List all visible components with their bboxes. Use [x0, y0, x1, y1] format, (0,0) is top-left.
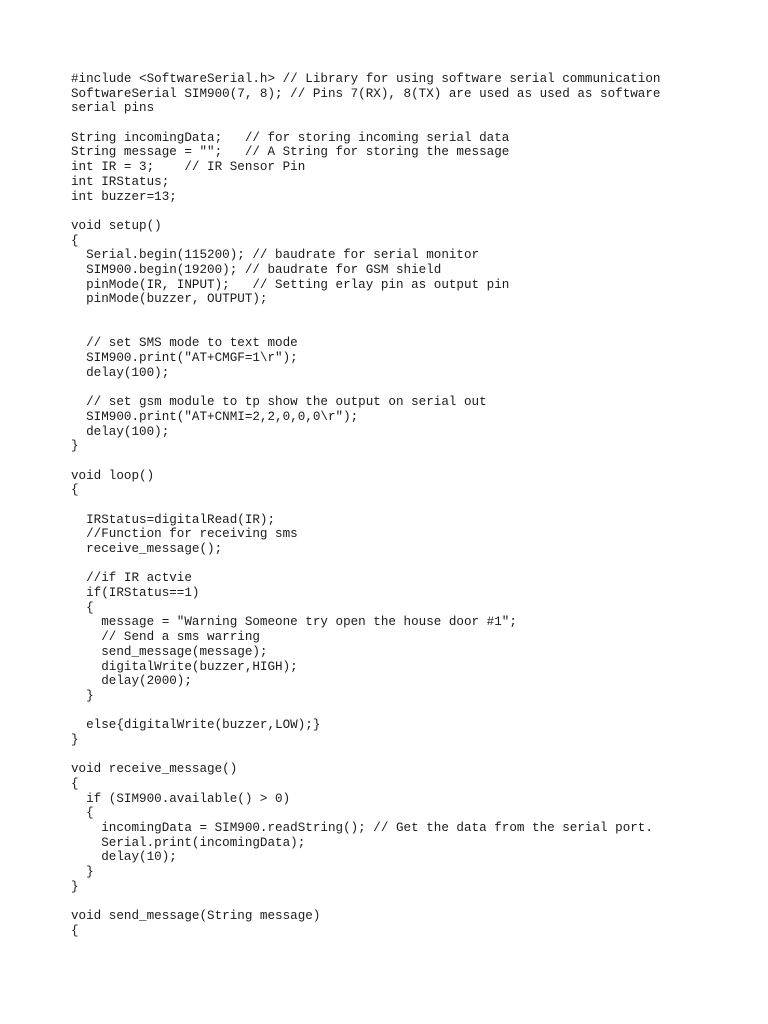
code-line: delay(100); — [71, 365, 170, 380]
code-line: // set gsm module to tp show the output on serial out — [71, 395, 487, 410]
code-line: int IRStatus; — [71, 174, 170, 189]
code-line: delay(100); — [71, 424, 170, 439]
code-line — [71, 307, 711, 322]
code-line — [71, 557, 711, 572]
code-line: } — [71, 732, 79, 747]
code-line — [71, 895, 711, 910]
code-line: SIM900.print("AT+CNMI=2,2,0,0,0\r"); — [71, 409, 359, 424]
code-line: { — [71, 777, 79, 791]
code-line — [71, 748, 711, 763]
code-line: String incomingData; // for storing incoming serial data — [71, 130, 510, 145]
code-line: } — [71, 439, 79, 454]
code-line: message = "Warning Someone try open the house door #1"; — [71, 615, 517, 630]
code-line: if(IRStatus==1) — [71, 586, 200, 601]
code-line — [71, 204, 711, 219]
code-line: { — [71, 483, 79, 498]
code-line: digitalWrite(buzzer,HIGH); — [71, 659, 298, 674]
code-line: Serial.begin(115200); // baudrate for serial monitor — [71, 248, 480, 263]
code-line: String message = ""; // A String for storing the message — [71, 145, 510, 160]
code-line: SIM900.print("AT+CMGF=1\r"); — [71, 351, 298, 366]
code-line: int buzzer=13; — [71, 189, 177, 204]
code-line: //Function for receiving sms — [71, 527, 298, 542]
code-line — [71, 498, 711, 513]
code-line: delay(10); — [71, 850, 177, 865]
code-line: pinMode(buzzer, OUTPUT); — [71, 292, 268, 307]
code-line: else{digitalWrite(buzzer,LOW);} — [71, 718, 321, 733]
code-line: void setup() — [71, 218, 162, 233]
code-line — [71, 116, 711, 131]
code-listing — [71, 72, 711, 939]
code-line: SIM900.begin(19200); // baudrate for GSM shield — [71, 262, 442, 277]
code-line: int IR = 3; // IR Sensor Pin — [71, 160, 306, 175]
code-line — [71, 454, 711, 469]
code-line: { — [71, 233, 79, 248]
code-line: // set SMS mode to text mode — [71, 336, 298, 351]
code-line: receive_message(); — [71, 542, 223, 556]
code-line: Serial.print(incomingData); — [71, 835, 306, 850]
code-line — [71, 322, 711, 337]
code-line: if (SIM900.available() > 0) — [71, 791, 291, 806]
code-line: //if IR actvie — [71, 571, 192, 586]
code-line — [71, 380, 711, 395]
code-line: { — [71, 806, 94, 821]
code-line: void receive_message() — [71, 762, 238, 777]
code-line: SoftwareSerial SIM900(7, 8); // Pins 7(RX), 8(TX) are used as used as software — [71, 86, 661, 101]
code-line: void send_message(String message) — [71, 909, 321, 924]
code-line — [71, 704, 711, 719]
code-line: pinMode(IR, INPUT); // Setting erlay pin as output pin — [71, 277, 510, 292]
code-line: incomingData = SIM900.readString(); // Get the data from the serial port. — [71, 821, 653, 836]
code-line: } — [71, 879, 79, 894]
code-line: } — [71, 688, 94, 703]
code-line: delay(2000); — [71, 674, 192, 689]
code-line: { — [71, 600, 94, 615]
code-line: send_message(message); — [71, 644, 268, 659]
code-line: } — [71, 865, 94, 880]
code-line: void loop() — [71, 468, 155, 483]
code-line: #include <SoftwareSerial.h> // Library for using software serial communication — [71, 72, 661, 86]
code-line: IRStatus=digitalRead(IR); — [71, 512, 276, 527]
code-line: { — [71, 923, 79, 938]
code-line: // Send a sms warring — [71, 630, 260, 645]
code-line: serial pins — [71, 101, 155, 116]
